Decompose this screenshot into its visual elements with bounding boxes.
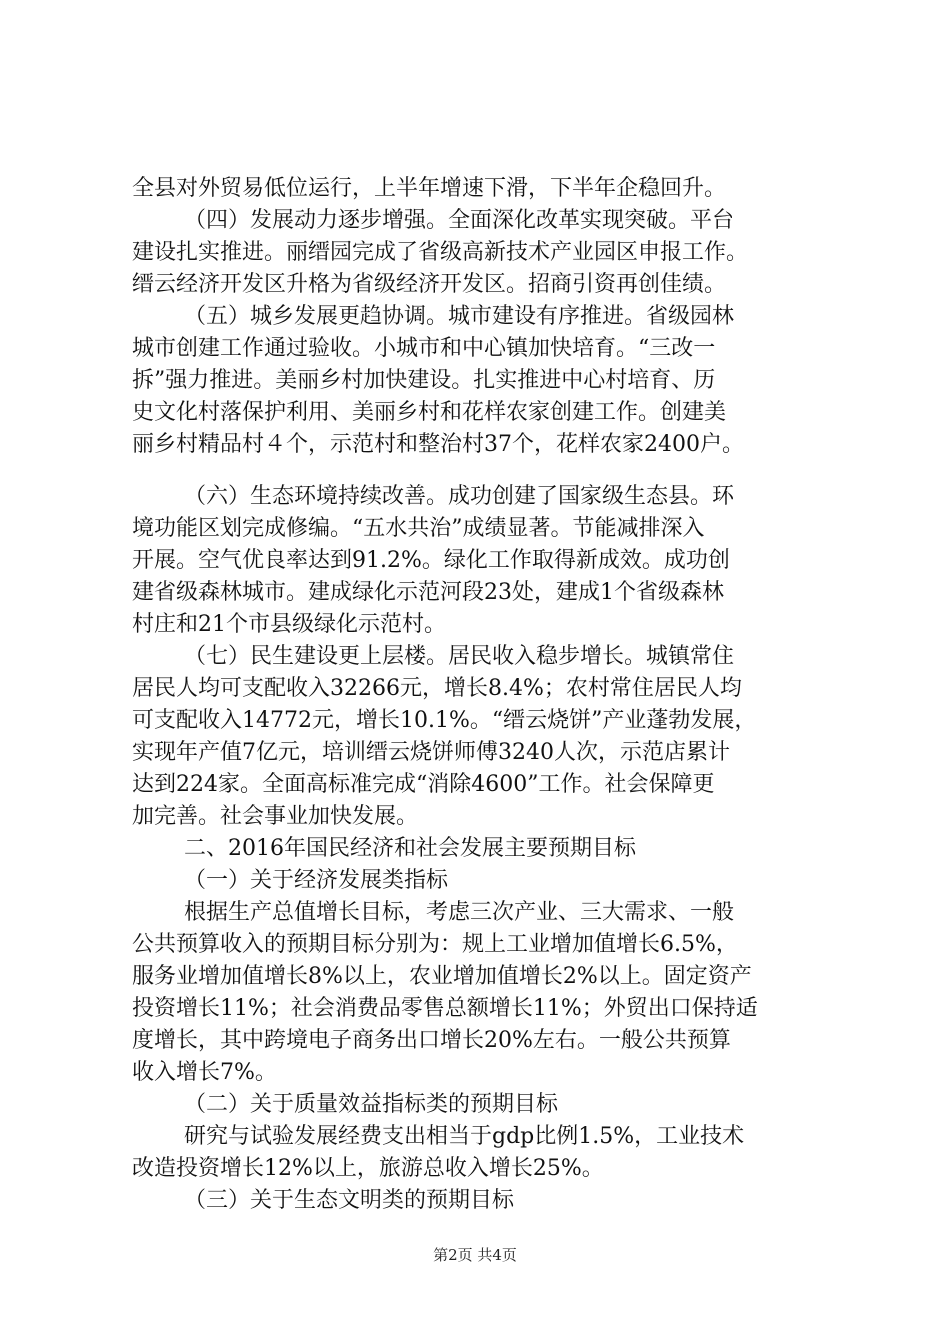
text-line: 村庄和21个市县级绿化示范村。 [132,612,446,637]
subsection-heading: （三）关于生态文明类的预期目标 [184,1188,515,1213]
subsection-heading: （二）关于质量效益指标类的预期目标 [184,1092,559,1117]
text-line: 研究与试验发展经费支出相当于gdp比例1.5%，工业技术 [184,1124,745,1149]
text-line: 城市创建工作通过验收。小城市和中心镇加快培育。“三改一 [132,336,716,361]
text-line: （四）发展动力逐步增强。全面深化改革实现突破。平台 [184,208,735,233]
text-line: 拆”强力推进。美丽乡村加快建设。扎实推进中心村培育、历 [132,368,716,393]
text-line: 公共预算收入的预期目标分别为：规上工业增加值增长6.5%， [132,932,738,957]
page-footer: 第2页 共4页 [433,1246,517,1264]
text-line: 投资增长11%；社会消费品零售总额增长11%；外贸出口保持适 [132,996,758,1021]
text-line: 达到224家。全面高标准完成“消除4600”工作。社会保障更 [132,772,715,797]
subsection-heading: （一）关于经济发展类指标 [184,868,449,893]
text-line: 丽乡村精品村４个，示范村和整治村37个，花样农家2400户。 [132,432,744,457]
text-line: 可支配收入14772元，增长10.1%。“缙云烧饼”产业蓬勃发展， [132,708,757,733]
text-line: （七）民生建设更上层楼。居民收入稳步增长。城镇常住 [184,644,735,669]
text-line: 开展。空气优良率达到91.2%。绿化工作取得新成效。成功创 [132,548,730,573]
text-line: 加完善。社会事业加快发展。 [132,804,419,829]
text-line: 建省级森林城市。建成绿化示范河段23处，建成1个省级森林 [132,580,724,605]
text-line: （六）生态环境持续改善。成功创建了国家级生态县。环 [184,484,735,509]
text-line: 史文化村落保护利用、美丽乡村和花样农家创建工作。创建美 [132,400,727,425]
text-line: 收入增长7%。 [132,1060,277,1085]
text-line: 缙云经济开发区升格为省级经济开发区。招商引资再创佳绩。 [132,272,727,297]
text-line: （五）城乡发展更趋协调。城市建设有序推进。省级园林 [184,304,735,329]
text-line: 改造投资增长12%以上，旅游总收入增长25%。 [132,1156,604,1181]
text-line: 度增长，其中跨境电子商务出口增长20%左右。一般公共预算 [132,1028,731,1053]
text-line: 居民人均可支配收入32266元，增长8.4%；农村常住居民人均 [132,676,742,701]
text-line: 根据生产总值增长目标，考虑三次产业、三大需求、一般 [184,900,735,925]
section-heading: 二、2016年国民经济和社会发展主要预期目标 [184,836,636,861]
text-line: 实现年产值7亿元，培训缙云烧饼师傅3240人次，示范店累计 [132,740,730,765]
text-line: 服务业增加值增长8%以上，农业增加值增长2%以上。固定资产 [132,964,752,989]
text-line: 全县对外贸易低位运行，上半年增速下滑，下半年企稳回升。 [132,176,727,201]
text-line: 境功能区划完成修编。“五水共治”成绩显著。节能减排深入 [132,516,705,541]
text-line: 建设扎实推进。丽缙园完成了省级高新技术产业园区申报工作。 [132,240,749,265]
